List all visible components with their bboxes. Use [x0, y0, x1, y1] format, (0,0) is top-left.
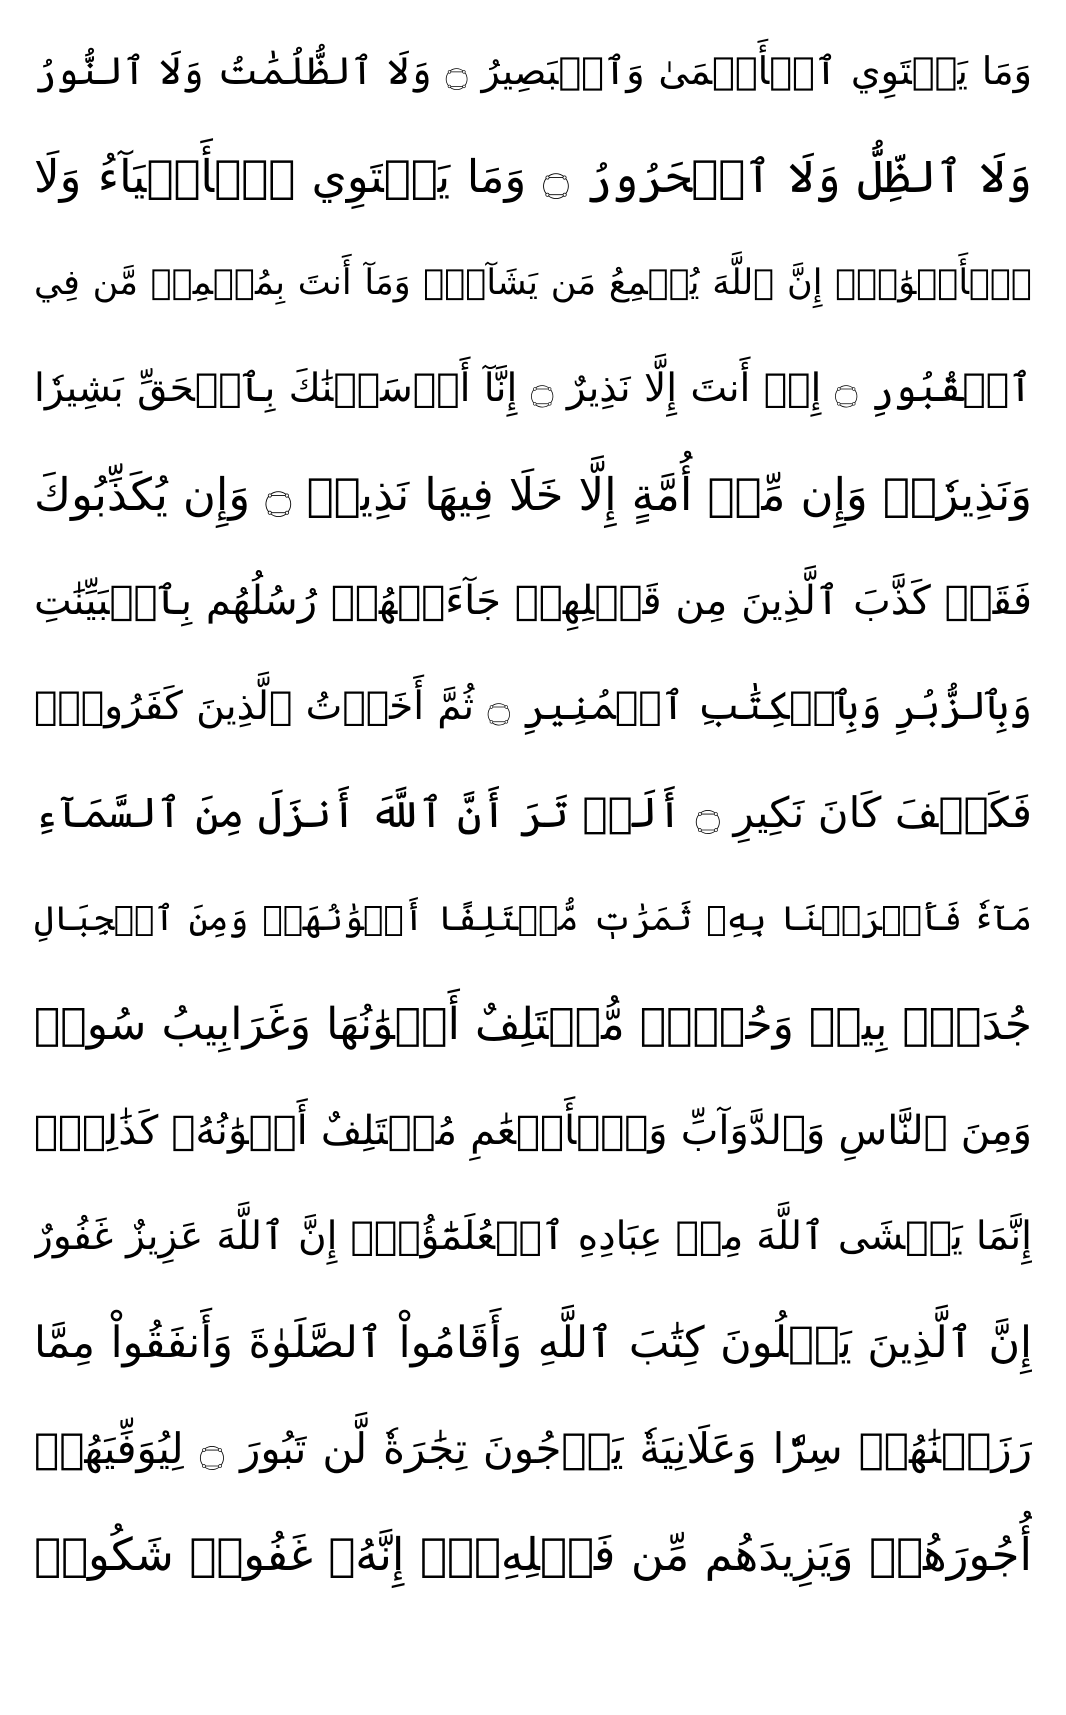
verse-line-11: وَمِنَ ٱلنَّاسِ وَٱلدَّوَآبِّ وَٱلۡأَنۡعَٰمِ مُخۡتَلِفٌ أَلۡوَٰنُهُۥ كَذَٰلِكَۗ — [34, 1108, 1032, 1154]
verse-line-3: ٱلۡأَمۡوَٰتُۚ إِنَّ ٱللَّهَ يُسۡمِعُ مَن يَشَآءُۖ وَمَآ أَنتَ بِمُسۡمِعٖ مَّن فِي — [34, 263, 1032, 303]
verse-line-8: فَكَيۡفَ كَانَ نَكِيرِ ۝ أَلَمۡ تَرَ أَنَّ ٱللَّهَ أَنزَلَ مِنَ ٱلسَّمَآءِ — [34, 788, 1032, 837]
verse-line-6: فَقَدۡ كَذَّبَ ٱلَّذِينَ مِن قَبۡلِهِمۡ جَآءَتۡهُمۡ رُسُلُهُم بِٱلۡبَيِّنَٰتِ — [34, 578, 1032, 624]
verse-line-12: إِنَّمَا يَخۡشَى ٱللَّهَ مِنۡ عِبَادِهِ ٱلۡعُلَمَٰٓؤُاْۗ إِنَّ ٱللَّهَ عَزِيزٌ غَفُورٌ — [34, 1214, 1032, 1259]
verse-line-13: إِنَّ ٱلَّذِينَ يَتۡلُونَ كِتَٰبَ ٱللَّهِ وَأَقَامُواْ ٱلصَّلَوٰةَ وَأَنفَقُواْ مِمَّا — [34, 1318, 1032, 1368]
verse-line-10: جُدَدُۢ بِيضٞ وَحُمۡرٞ مُّخۡتَلِفٌ أَلۡوَٰنُهَا وَغَرَابِيبُ سُودٞ — [34, 999, 1032, 1050]
verse-line-4: ٱلۡقُبُورِ ۝ إِنۡ أَنتَ إِلَّا نَذِيرٌ ۝ إِنَّآ أَرۡسَلۡنَٰكَ بِٱلۡحَقِّ بَشِيرٗا — [34, 366, 1032, 411]
verse-text-block — [34, 18, 1032, 1715]
verse-line-2: وَلَا ٱلظِّلُّ وَلَا ٱلۡحَرُورُ ۝ وَمَا يَسۡتَوِي ٱلۡأَحۡيَآءُ وَلَا — [34, 150, 1032, 203]
verse-line-1: وَمَا يَسۡتَوِي ٱلۡأَعۡمَىٰ وَٱلۡبَصِيرُ ۝ وَلَا ٱلظُّلُمَٰتُ وَلَا ٱلنُّورُ — [34, 49, 1032, 93]
verse-line-9: مَآءٗ فَأَخۡرَجۡنَا بِهِۦ ثَمَرَٰتٖ مُّخۡتَلِفًا أَلۡوَٰنُهَاۚ وَمِنَ ٱلۡجِبَالِ — [34, 899, 1032, 939]
verse-line-7: وَبِٱلزُّبُرِ وَبِٱلۡكِتَٰبِ ٱلۡمُنِيرِ ۝ ثُمَّ أَخَذۡتُ ٱلَّذِينَ كَفَرُواْۖ — [34, 684, 1032, 729]
verse-line-15: أُجُورَهُمۡ وَيَزِيدَهُم مِّن فَضۡلِهِۦٓۚ إِنَّهُۥ غَفُورٞ شَكُورٞ — [34, 1528, 1032, 1581]
verse-line-5: وَنَذِيرٗاۚ وَإِن مِّنۡ أُمَّةٍ إِلَّا خَلَا فِيهَا نَذِيرٞ ۝ وَإِن يُكَذِّبُوكَ — [34, 468, 1032, 521]
verse-line-14: رَزَقۡنَٰهُمۡ سِرّٗا وَعَلَانِيَةٗ يَرۡجُونَ تِجَٰرَةٗ لَّن تَبُورَ ۝ لِيُوَفِّيَهُمۡ — [34, 1424, 1032, 1473]
